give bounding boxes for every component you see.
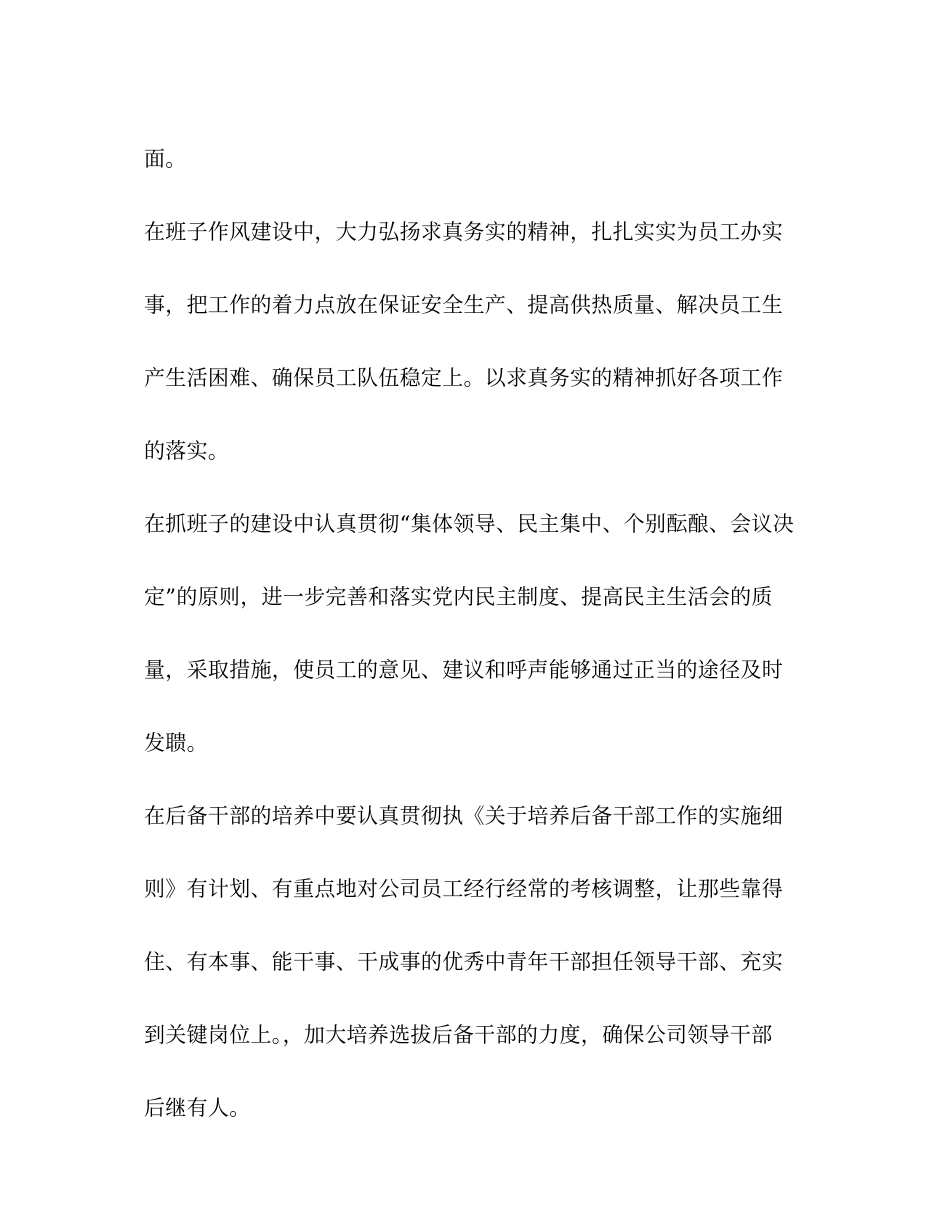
document-body — [144, 123, 824, 1145]
paragraph-2-line-2: 事，把工作的着力点放在保证安全生产、提高供热质量、解决员工生 — [144, 293, 783, 317]
paragraph-4-line-3: 住、有本事、能干事、干成事的优秀中青年干部担任领导干部、充实 — [144, 950, 783, 974]
paragraph-3-line-1: 在抓班子的建设中认真贯彻“集体领导、民主集中、个别酝酿、会议决 — [144, 512, 795, 536]
paragraph-4-line-5: 后继有人。 — [144, 1096, 251, 1120]
paragraph-4-line-1: 在后备干部的培养中要认真贯彻执《关于培养后备干部工作的实施细 — [144, 804, 783, 828]
paragraph-2-line-3: 产生活困难、确保员工队伍稳定上。以求真务实的精神抓好各项工作 — [144, 366, 783, 390]
paragraph-2-line-4: 的落实。 — [144, 439, 230, 463]
paragraph-4-line-4: 到关键岗位上。，加大培养选拔后备干部的力度，确保公司领导干部 — [144, 1023, 773, 1047]
paragraph-3-line-2: 定”的原则，进一步完善和落实党内民主制度、提高民主生活会的质 — [144, 585, 773, 609]
paragraph-1-line-1: 面。 — [144, 147, 187, 171]
paragraph-4-line-2: 则》有计划、有重点地对公司员工经行经常的考核调整，让那些靠得 — [144, 877, 783, 901]
paragraph-3-line-4: 发聩。 — [144, 731, 208, 755]
paragraph-2-line-1: 在班子作风建设中，大力弘扬求真务实的精神，扎扎实实为员工办实 — [144, 220, 783, 244]
paragraph-3-line-3: 量，采取措施，使员工的意见、建议和呼声能够通过正当的途径及时 — [144, 658, 783, 682]
